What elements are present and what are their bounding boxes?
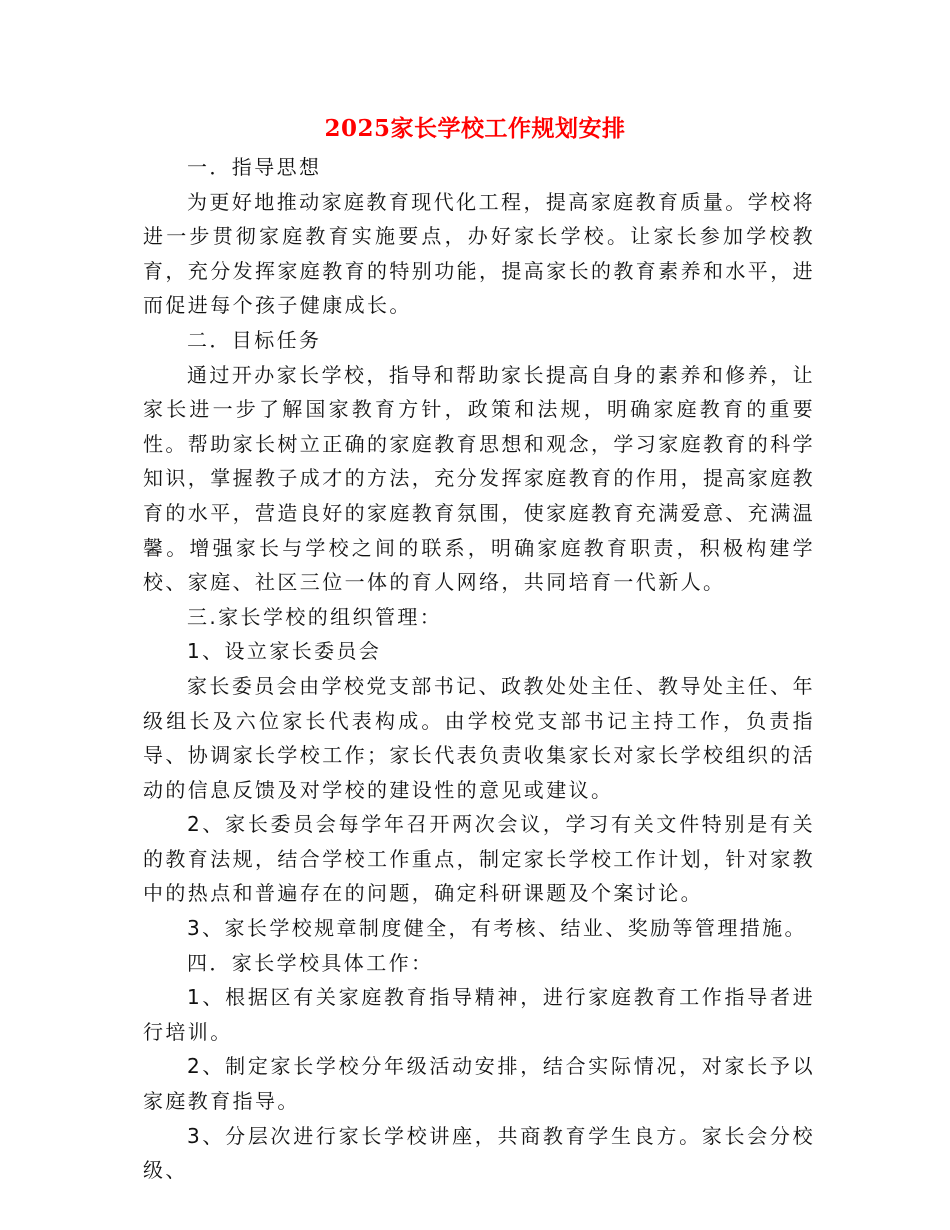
document-title: 2025家长学校工作规划安排 <box>324 115 626 142</box>
paragraph-committee-members: 家长委员会由学校党支部书记、政教处处主任、教导处主任、年级组长及六位家长代表构成。由学校党支部书记主持工作，负责指导、协调家长学校工作；家长代表负责收集家长对家长学校组织的活动的信息反馈及对学校的建设性的意见或建议。 <box>143 673 815 802</box>
item-committee-meetings: 2、家长委员会每学年召开两次会议，学习有关文件特别是有关的教育法规，结合学校工作重点，制定家长学校工作计划，针对家教中的热点和普遍存在的问题，确定科研课题及个案讨论。 <box>143 812 815 906</box>
section-heading-goals-tasks: 二．目标任务 <box>187 327 322 352</box>
document-body <box>143 150 815 1188</box>
item-lectures: 3、分层次进行家长学校讲座，共商教育学生良方。家长会分校级、 <box>143 1123 815 1183</box>
item-set-up-committee: 1、设立家长委员会 <box>187 639 382 664</box>
section-heading-organization: 三.家长学校的组织管理： <box>187 604 443 629</box>
item-grade-activities: 2、制定家长学校分年级活动安排，结合实际情况，对家长予以家庭教育指导。 <box>143 1054 815 1114</box>
paragraph-guiding-ideology: 为更好地推动家庭教育现代化工程，提高家庭教育质量。学校将进一步贯彻家庭教育实施要点，办好家长学校。让家长参加学校教育，充分发挥家庭教育的特别功能，提高家长的教育素养和水平，进而促进每个孩子健康成长。 <box>143 189 815 318</box>
section-heading-guiding-ideology: 一．指导思想 <box>187 155 322 179</box>
section-heading-specific-work: 四．家长学校具体工作： <box>187 950 434 975</box>
item-training: 1、根据区有关家庭教育指导精神，进行家庭教育工作指导者进行培训。 <box>143 985 815 1044</box>
item-rules-system: 3、家长学校规章制度健全，有考核、结业、奖励等管理措施。 <box>187 916 807 941</box>
paragraph-goals-tasks: 通过开办家长学校，指导和帮助家长提高自身的素养和修养，让家长进一步了解国家教育方针，政策和法规，明确家庭教育的重要性。帮助家长树立正确的家庭教育思想和观念，学习家庭教育的科学知识，掌握教子成才的方法，充分发挥家庭教育的作用，提高家庭教育的水平，营造良好的家庭教育氛围，使家庭教育充满爱意、充满温馨。增强家长与学校之间的联系，明确家庭教育职责，积极构建学校、家庭、社区三位一体的育人网络，共同培育一代新人。 <box>143 362 815 595</box>
